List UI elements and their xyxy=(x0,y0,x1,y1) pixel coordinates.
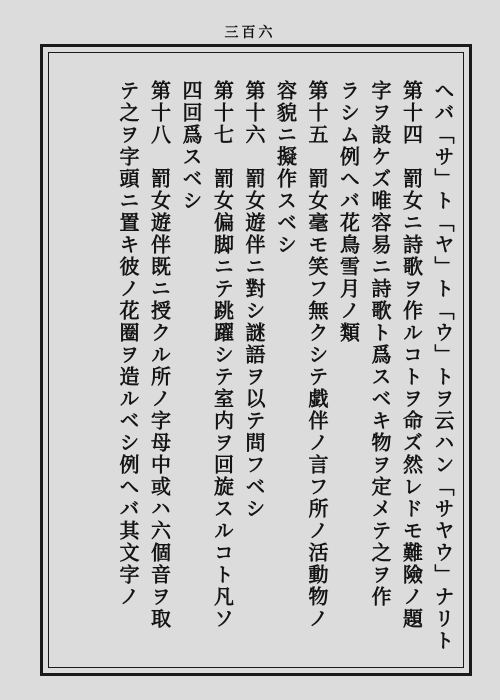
text-column: 字ヲ設ケズ唯容易ニ詩歌ト爲スベキ物ヲ定メテ之ヲ作 xyxy=(368,80,392,608)
text-column: ラシム例へバ花鳥雪月ノ類 xyxy=(336,80,361,344)
text-column: へバ「サ」ト「ヤ」ト「ウ」トヲ云ハン「サヤウ」ナリト xyxy=(431,80,455,652)
text-column: 第十五 罰女毫モ笑フ無クシテ戯伴ノ言フ所ノ活動物ノ xyxy=(305,80,329,630)
text-column: 四回爲スベシ xyxy=(179,80,203,212)
text-column: 第十七 罰女偏脚ニテ跳躍シテ室内ヲ回旋スルコト凡ソ xyxy=(210,80,235,630)
text-column: 第十八 罰女遊伴既ニ授クル所ノ字母中或ハ六個音ヲ取 xyxy=(147,80,172,630)
text-column: 第十六 罰女遊伴ニ對シ謎語ヲ以テ問フベシ xyxy=(242,80,266,520)
text-column: 第十四 罰女ニ詩歌ヲ作ルコトヲ命ズ然レドモ難險ノ題 xyxy=(399,80,424,630)
text-column: 容貌ニ擬作スベシ xyxy=(273,80,298,256)
page-number: 三百六 xyxy=(224,25,276,41)
body-text xyxy=(58,80,458,660)
text-column: テ之ヲ字頭ニ置キ彼ノ花圈ヲ造ルベシ例へバ其文字ノ xyxy=(116,80,140,608)
